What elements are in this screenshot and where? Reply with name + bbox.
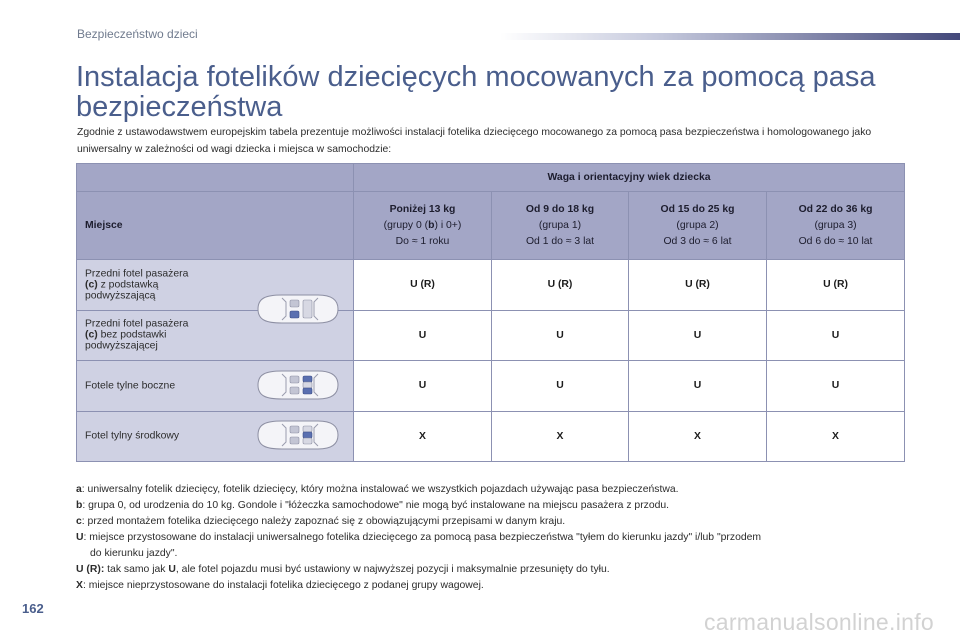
- compat-value: U: [767, 310, 905, 361]
- group-age: Od 3 do ≈ 6 lat: [663, 235, 732, 247]
- place-label: Przedni fotel pasażera (c) z podstawką podwyższającą: [85, 268, 189, 302]
- group-desc: (grupa 3): [814, 219, 857, 231]
- place-label: Fotel tylny środkowy: [85, 430, 180, 442]
- group-title: Od 15 do 25 kg: [660, 203, 735, 215]
- intro-paragraph: Zgodnie z ustawodawstwem europejskim tabela prezentuje możliwości instalacji fotelika dziecięcego mocowanego za pomocą pasa bezpieczeństwa i homologowanego jako uniwersalny w zależności od wagi dziecka i miejsca w samochodzie:: [77, 127, 872, 155]
- note-b: b: grupa 0, od urodzenia do 10 kg. Gondole i "łóżeczka samochodowe" nie mogą być instalowane na miejscu pasażera z przodu.: [76, 500, 670, 511]
- table-row: [77, 260, 905, 311]
- compat-value: U: [492, 310, 629, 361]
- compat-value: U: [629, 310, 767, 361]
- group-title: Poniżej 13 kg: [389, 203, 456, 215]
- note-a: a: uniwersalny fotelik dziecięcy, fotelik dziecięcy, który można instalować we wszystkich pojazdach używając pasa bezpieczeństwa.: [76, 484, 679, 495]
- page-number: 162: [22, 601, 44, 616]
- table-row: [77, 411, 905, 462]
- compat-value: U: [767, 361, 905, 412]
- table-row: [77, 361, 905, 412]
- note-c: c: przed montażem fotelika dziecięcego należy zapoznać się z obowiązującymi przepisami w danym kraju.: [76, 516, 566, 527]
- place-label: Fotele tylne boczne: [85, 380, 176, 392]
- compat-value: X: [354, 411, 492, 462]
- group-age: Od 6 do ≈ 10 lat: [798, 235, 873, 247]
- place-label: Przedni fotel pasażera (c) bez podstawki podwyższającej: [85, 318, 189, 352]
- table-row: [77, 310, 905, 361]
- legend-notes: [76, 482, 906, 594]
- seat-compatibility-table: [76, 163, 905, 462]
- group-age: Od 1 do ≈ 3 lat: [525, 235, 595, 247]
- group-title: Od 9 do 18 kg: [525, 203, 595, 215]
- car-rear-side-seats-icon: [252, 368, 342, 402]
- group-desc: (grupa 1): [538, 219, 582, 231]
- compat-value: U: [492, 361, 629, 412]
- group-age: Do ≈ 1 roku: [395, 235, 450, 247]
- compat-value: U (R): [629, 260, 767, 311]
- note-u: U: miejsce przystosowane do instalacji uniwersalnego fotelika dziecięcego za pomocą pasa bezpieczeństwa "tyłem do kierunku jazdy" i/lub "przodem: [76, 532, 762, 543]
- compat-value: X: [492, 411, 629, 462]
- weight-age-header: Waga i orientacyjny wiek dziecka: [354, 164, 905, 192]
- compat-value: U (R): [767, 260, 905, 311]
- group-header-1: [492, 192, 629, 260]
- group-header-0: [354, 192, 492, 260]
- compat-value: U (R): [354, 260, 492, 311]
- compat-value: U: [354, 310, 492, 361]
- place-header: Miejsce: [77, 192, 354, 260]
- compat-value: U: [354, 361, 492, 412]
- note-u-continued: do kierunku jazdy".: [90, 548, 178, 559]
- car-rear-middle-seat-icon: [252, 418, 342, 452]
- group-header-3: [767, 192, 905, 260]
- header-decoration-bar: [500, 33, 960, 40]
- section-label: Bezpieczeństwo dzieci: [77, 27, 198, 41]
- watermark: carmanualsonline.info: [703, 609, 934, 635]
- compat-value: X: [629, 411, 767, 462]
- group-header-2: [629, 192, 767, 260]
- compat-value: U: [629, 361, 767, 412]
- note-x: X: miejsce nieprzystosowane do instalacji fotelika dziecięcego z podanej grupy wagowej.: [76, 580, 484, 591]
- car-front-seat-icon: [252, 292, 342, 326]
- note-ur: U (R): tak samo jak U, ale fotel pojazdu musi być ustawiony w najwyższej pozycji i maksymalnie przesunięty do tyłu.: [76, 564, 610, 575]
- group-desc: (grupy 0 (b) i 0+): [383, 219, 462, 231]
- page-title: Instalacja fotelików dziecięcych mocowanych za pomocą pasa bezpieczeństwa: [76, 61, 876, 123]
- compat-value: U (R): [492, 260, 629, 311]
- group-desc: (grupa 2): [676, 219, 719, 231]
- group-title: Od 22 do 36 kg: [798, 203, 873, 215]
- compat-value: X: [767, 411, 905, 462]
